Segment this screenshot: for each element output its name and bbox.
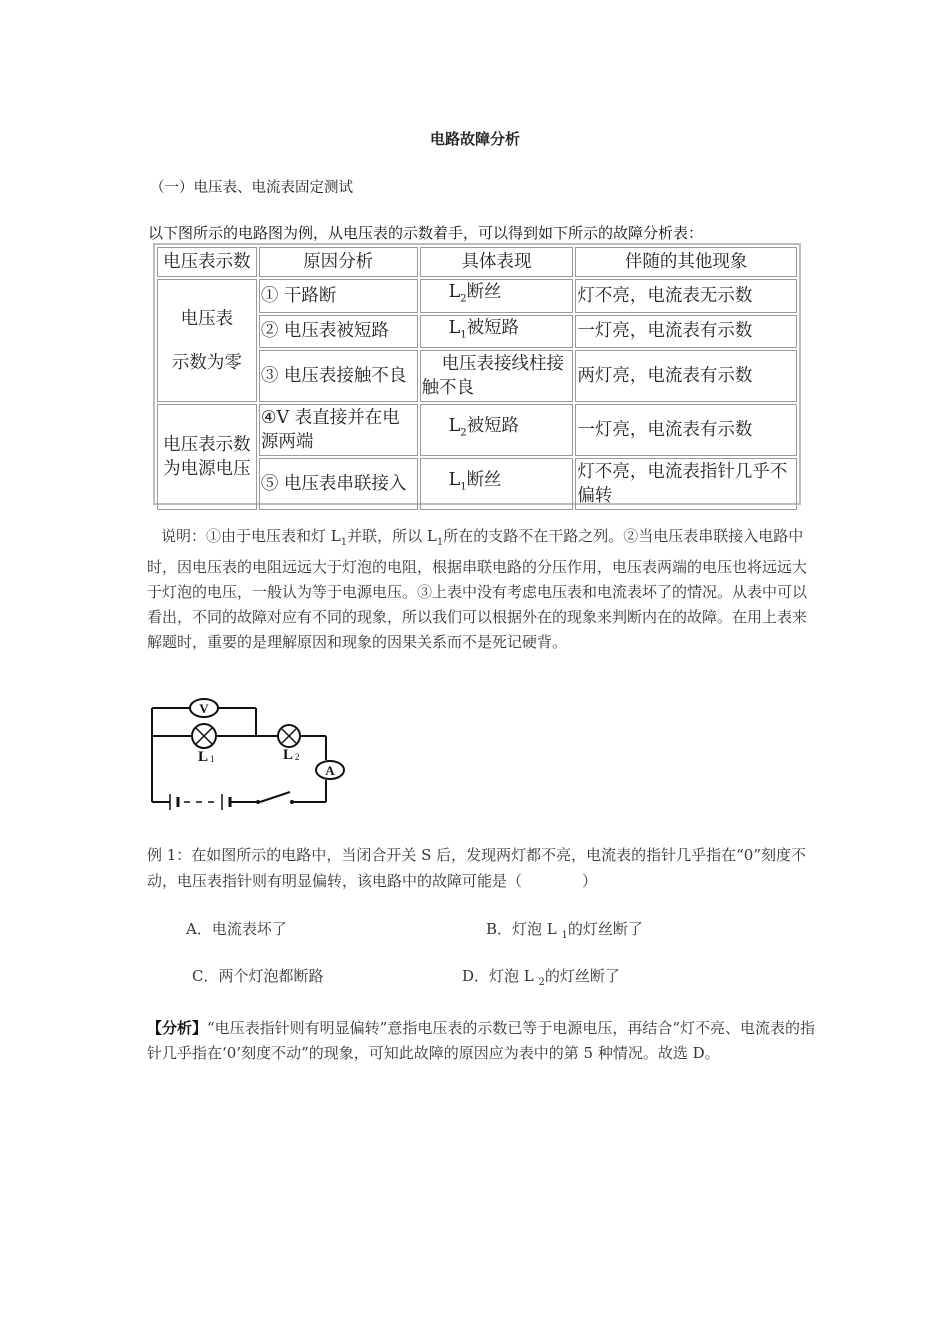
phenomenon-cell: 灯不亮，电流表无示数 (575, 279, 797, 313)
option-d: D．灯泡 L $_2$的灯丝断了 (462, 967, 620, 988)
analysis-label: 【分析】 (147, 1019, 208, 1037)
header-phenomenon: 伴随的其他现象 (575, 247, 797, 277)
option-c: C．两个灯泡都断路 (192, 967, 324, 985)
cause-cell: ① 干路断 (259, 279, 418, 313)
analysis-paragraph (147, 1016, 827, 1066)
lamp1-label-sub: 1 (210, 754, 215, 764)
ammeter-icon (316, 761, 344, 779)
voltmeter-icon (190, 699, 218, 717)
table-row (157, 404, 797, 456)
detail-cell: $L_1$断丝 (420, 458, 574, 510)
intro-text: 以下图所示的电路图为例，从电压表的示数着手，可以得到如下所示的故障分析表： (148, 224, 704, 242)
option-b: B．灯泡 L $_1$的灯丝断了 (486, 920, 643, 941)
detail-cell: $L_1$被短路 (420, 315, 574, 349)
fault-analysis-table (153, 243, 801, 505)
detail-cell: $L_2$被短路 (420, 404, 574, 456)
phenomenon-cell: 一灯亮，电流表有示数 (575, 315, 797, 349)
circuit-svg (148, 694, 358, 814)
page-title: 电路故障分析 (429, 130, 520, 148)
cause-cell: ② 电压表被短路 (259, 315, 418, 349)
cause-cell: ④V 表直接并在电 源两端 (259, 404, 418, 456)
header-detail: 具体表现 (420, 247, 574, 277)
lamp2-icon (278, 725, 300, 747)
example-question: 例 1：在如图所示的电路中，当闭合开关 S 后，发现两灯都不亮，电流表的指针几乎指在“0”刻度不动，电压表指针则有明显偏转，该电路中的故障可能是（ ） (147, 846, 807, 890)
header-cause: 原因分析 (259, 247, 418, 277)
header-voltage-reading: 电压表示数 (157, 247, 257, 277)
table-row (157, 279, 797, 313)
analysis-text: “电压表指针则有明显偏转”意指电压表的示数已等于电源电压，再结合“灯不亮、电流表的指针几乎指在‘0’刻度不动”的现象，可知此故障的原因应为表中的第 5 种情况。故选 D。 (147, 1019, 816, 1062)
lamp1-icon (192, 724, 216, 748)
table-header-row (157, 247, 797, 277)
lamp2-label-sub: 2 (295, 752, 300, 762)
detail-cell: $L_2$断丝 (420, 279, 574, 313)
lamp2-label: L (283, 747, 294, 763)
section-heading: （一）电压表、电流表固定测试 (150, 180, 353, 196)
phenomenon-cell: 灯不亮，电流表指针几乎不 偏转 (575, 458, 797, 510)
circuit-diagram (148, 694, 358, 818)
phenomenon-cell: 一灯亮，电流表有示数 (575, 404, 797, 456)
phenomenon-cell: 两灯亮，电流表有示数 (575, 350, 797, 402)
cause-cell: ③ 电压表接触不良 (259, 350, 418, 402)
explanation-note: 说明：①由于电压表和灯 $L_1$并联，所以 $L_1$所在的支路不在干路之列。②当电压表串联接入电路中时，因电压表的电阻远远大于灯泡的电阻，根据串联电路的分压作用，电压表两端的电压也将远远大于灯泡的电压，一般认为等于电源电压。③上表中没有考虑电压表和电流表坏了的情况。从表中可以看出，不同的故障对应有不同的现象，所以我们可以根据外在的现象来判断内在的故障。在用上表来解题时，重要的是理解原因和现象的因果关系而不是死记硬背。 (147, 527, 808, 651)
group-source-voltage: 电压表示数 为电源电压 (157, 404, 257, 510)
group-zero-reading: 电压表 示数为零 (157, 279, 257, 402)
svg-text:A: A (325, 763, 335, 778)
lamp1-label: L (198, 749, 209, 765)
option-a: A．电流表坏了 (186, 920, 287, 938)
cause-cell: ⑤ 电压表串联接入 (259, 458, 418, 510)
detail-cell: 电压表接线柱接 触不良 (420, 350, 574, 402)
svg-text:V: V (199, 701, 209, 716)
